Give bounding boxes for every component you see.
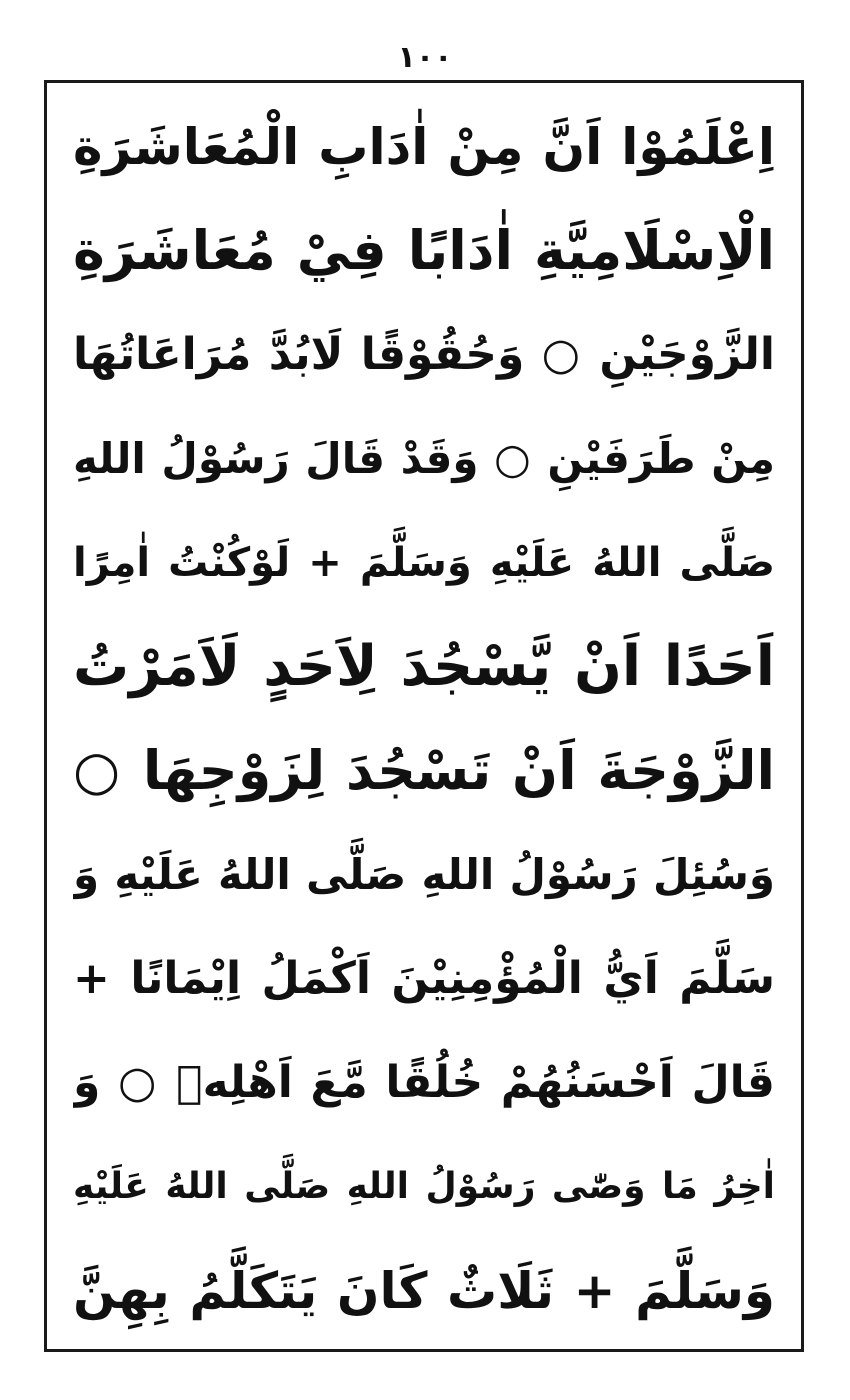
text-line-1: اِعْلَمُوْا اَنَّ مِنْ اٰدَابِ الْمُعَاشَرَةِ [73,118,775,176]
text-line-9: سَلَّمَ اَيُّ الْمُؤْمِنِيْنَ اَكْمَلُ اِيْمَانًا + [73,953,775,1004]
arabic-text-body [73,95,775,1343]
text-line-6: اَحَدًا اَنْ يَّسْجُدَ لِاَحَدٍ لَاَمَرْتُ [73,634,775,699]
text-line-10: قَالَ اَحْسَنُهُمْ خُلُقًا مَّعَ اَهْلِهٖ ○ وَ [73,1057,775,1108]
text-line-8: وَسُئِلَ رَسُوْلُ اللهِ صَلَّى اللهُ عَلَيْهِ وَ [73,850,775,899]
page-number: ١٠٠ [397,40,453,75]
text-line-2: الْاِسْلَامِيَّةِ اٰدَابًا فِيْ مُعَاشَرَةِ [73,219,775,282]
text-line-4: مِنْ طَرَفَيْنِ ○ وَقَدْ قَالَ رَسُوْلُ اللهِ [73,434,775,483]
text-line-5: صَلَّى اللهُ عَلَيْهِ وَسَلَّمَ + لَوْكُنْتُ اٰمِرًا [73,540,775,586]
text-line-11: اٰخِرُ مَا وَصّٰى رَسُوْلُ اللهِ صَلَّى اللهُ عَلَيْهِ [73,1166,775,1207]
text-line-12: وَسَلَّمَ + ثَلَاثٌ كَانَ يَتَكَلَّمُ بِهِنَّ [73,1262,775,1320]
text-frame [44,80,804,1352]
text-line-7: الزَّوْجَةَ اَنْ تَسْجُدَ لِزَوْجِهَا ○ [73,739,775,802]
text-line-3: الزَّوْجَيْنِ ○ وَحُقُوْقًا لَابُدَّ مُرَاعَاتُهَا [73,329,775,380]
